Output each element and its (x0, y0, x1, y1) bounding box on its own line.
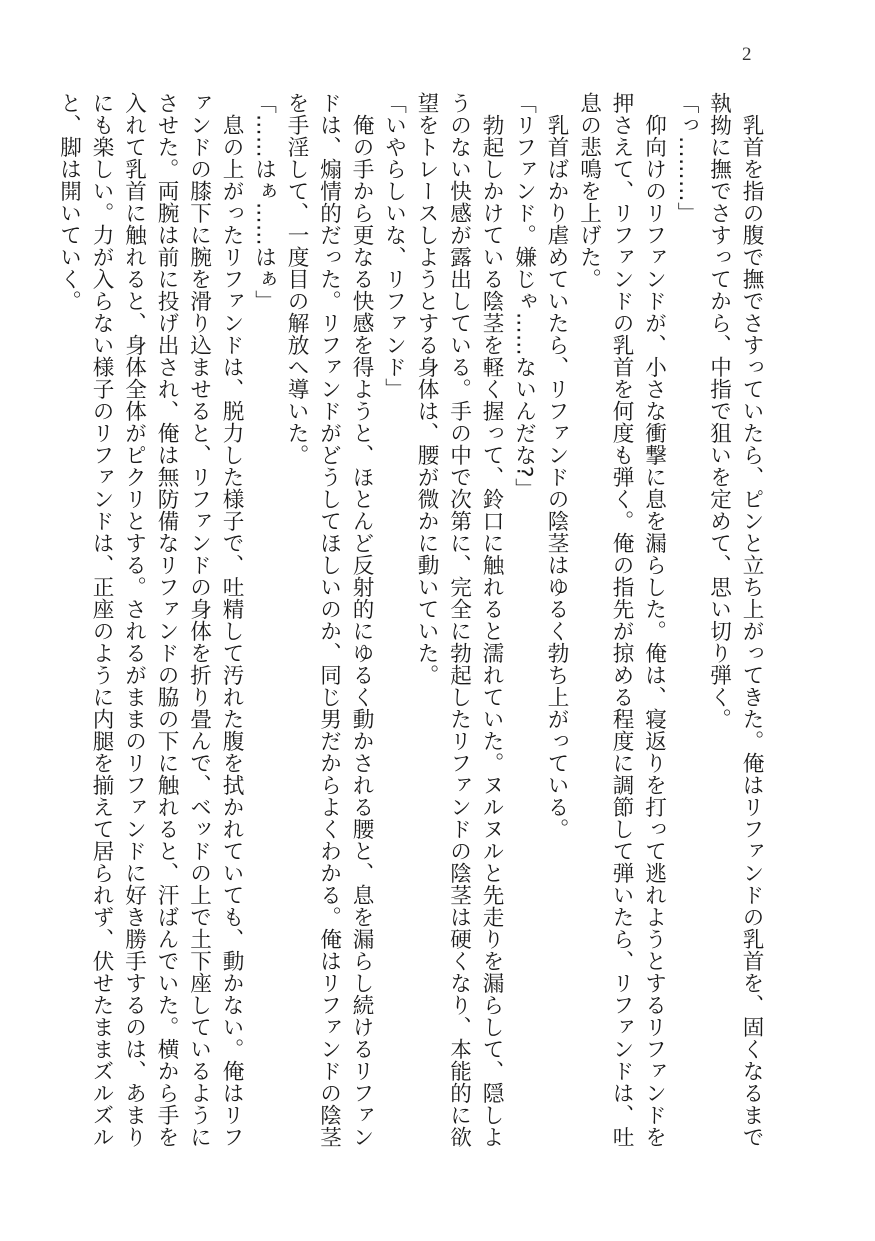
paragraph-6: 息の上がったリファンドは、脱力した様子で、吐精して汚れた腹を拭かれていても、動かない。俺はリファンドの膝下に腕を滑り込ませると、リファンドの身体を折り畳んで、ベッドの上で土下座しているようにさせた。両腕は前に投げ出され、俺は無防備なリファンドの脇の下に触れると、汗ばんでいた。横から手を入れて乳首に触れると、身体全体がピクリとする。されるがままのリファンドに好き勝手するのは、あまりにも楽しい。力が入らない様子のリファンドは、正座のように内腿を揃えて居られず、伏せたままズルズルと、脚は開いていく。 (56, 92, 244, 1148)
paragraph-4: 勃起しかけている陰茎を軽く握って、鈴口に触れると濡れていた。ヌルヌルと先走りを漏らして、隠しようのない快感が露出している。手の中で次第に、完全に勃起したリファンドの陰茎は硬くなり、本能的に欲望をトレースしようとする身体は、腰が微かに動いていた。 (414, 92, 504, 1148)
dialogue-line-4: 「……はぁ……はぁ」 (251, 92, 277, 312)
paragraph-5: 俺の手から更なる快感を得ようと、ほとんど反射的にゆるく動かされる腰と、息を漏らし続けるリファンドは、煽情的だった。リファンドがどうしてほしいのか、同じ男だからよくわかる。俺はリファンドの陰茎を手淫して、一度目の解放へ導いた。 (284, 92, 374, 1148)
paragraph-1: 乳首を指の腹で撫でさすっていたら、ピンと立ち上がってきた。俺はリファンドの乳首を、固くなるまで執拗に撫でさすってから、中指で狙いを定めて、思い切り弾く。 (706, 92, 764, 1148)
paragraph-3: 乳首ばかり虐めていたら、リファンドの陰茎はゆるく勃ち上がっている。 (544, 113, 569, 840)
dialogue-line-3: 「いやらしいな、リファンド」 (381, 92, 407, 400)
paragraph-2: 仰向けのリファンドが、小さな衝撃に息を漏らした。俺は、寝返りを打って逃れようとするリファンドを押さえて、リファンドの乳首を何度も弾く。俺の指先が掠める程度に調節して弾いたら、リファンドは、吐息の悲鳴を上げた。 (576, 92, 667, 1148)
page-number: 2 (742, 44, 752, 65)
dialogue-line-2: 「リファンド。嫌じゃ……ないんだな?」 (511, 92, 537, 500)
novel-text-body (56, 92, 767, 1162)
dialogue-line-1: 「っ………」 (674, 92, 699, 224)
